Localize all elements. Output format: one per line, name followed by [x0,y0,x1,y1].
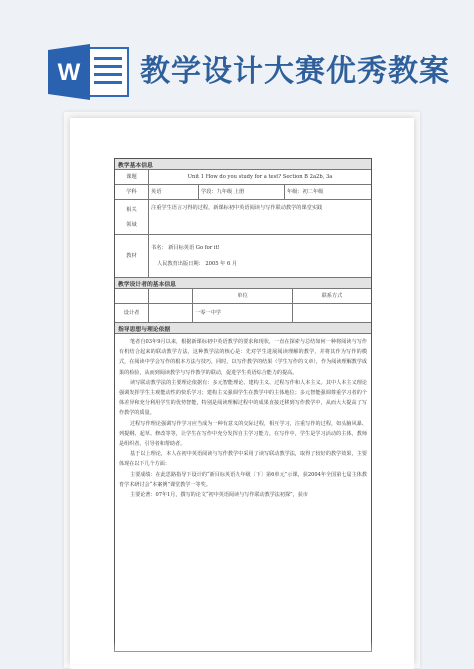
subject-row [115,185,371,200]
designer-name-header [149,289,193,303]
section-value: 学段：九年级 上册 [199,185,285,199]
designer-contact [293,304,371,322]
col-contact: 联系方式 [321,293,343,299]
designer-header-row [115,289,371,304]
word-icon-letter: W [57,59,81,86]
field-label-1: 相关 [126,206,137,213]
section-theory: 指导思想与理论依据 [115,323,371,334]
banner [0,0,474,120]
material-value [149,235,371,277]
subject-value: 英语 [149,185,199,199]
col-unit: 单位 [193,289,293,303]
field-label [115,200,149,234]
field-value: 注重学生语言习得的过程，新课标初中英语阅读与写作联动教学的课堂实践 [151,205,323,211]
theory-paragraph: 过程写作理论强调写作学习应当成为一种有意义的交际过程，相互学习，注重写作的过程，如头脑风暴、列提纲、起草、修改等等，让学生在写作中充分发挥自主学习能力。在写作中，学生是学习活动的主体，教师是组织者、引导者和帮助者。 [119,420,367,448]
designer-header-blank [115,289,149,303]
designer-unit: 一零一中学 [193,304,293,322]
topic-label: 课题 [115,170,149,184]
theory-paragraph: 主要论著：07年1月，撰写的论文“初中英语阅读与写作联动教学法初探”，获市 [130,492,308,499]
material-row [115,235,371,278]
page-fade [70,640,414,669]
field-row [115,200,371,235]
theory-paragraph: 笔者自03年9月以来，根据新课标初中英语教学的要求和现状，一直在探索与总结如何一种将阅读与写作有机结合起来的联动教学方法，这种教学法的核心是：先对学生进展阅读理解的教学，并将其作为写作的模式，在阅读中学会写作的根本方法与技巧，同时，以写作教学的结果（学生写作的文章），作为阅读理解教学成果的检验，从而到阅读教学与写作教学的联动，促进学生英语综合能力的提高。 [119,339,367,376]
theory-paragraph: 主要成绩：在此思路指导下设计的“新目标英语九年级〔下〕第6单元”示课，获2004年全国第七届主体教育学术研讨会“本案例”课堂教学一等奖。 [119,471,367,488]
topic-value: Unit 1 How do you study for a test? Section B 2a2b, 3a [187,174,333,180]
subject-label: 学科 [115,185,149,199]
material-publisher: 人民教育出版日期： 2005 年 6 月 [157,261,238,267]
theory-body [115,334,371,651]
grade-value: 年级：初二年级 [287,189,324,195]
designer-row [115,304,371,323]
material-book: 书名： 新目标英语 Go for it! [151,245,220,251]
word-document-icon [48,44,132,100]
lesson-plan-table [114,158,372,652]
section-designer-info: 教学设计者的基本信息 [115,278,371,289]
material-label: 教材 [115,235,149,277]
topic-row [115,170,371,185]
theory-paragraph: 读写联动教学法的主要理论依据有：多元智能理论、建构主义、过程写作和人本主义。其中人本主义理论强调发挥学生主观能动性的快乐学习；建构主义强调学生在教学中的主体地位；多元智能强调尊重学习者的个体差异和充分利用学生的优势智能，特别是阅读理解过程中的成果直接迁移到写作教学中，从而大大提高了写作教学的质量。 [119,379,367,417]
designer-label: 设计者 [115,304,149,322]
theory-paragraph: 基于以上理论，本人在初中英语阅读与写作教学中采用了读写联动教学法，取得了较好的教学效果，主要体现在以下几个方面： [119,451,367,468]
section-basic-info: 教学基本信息 [115,159,371,170]
designer-name [149,304,193,322]
field-label-2: 领域 [126,221,137,228]
page-title: 教学设计大赛优秀教案 [140,54,450,89]
